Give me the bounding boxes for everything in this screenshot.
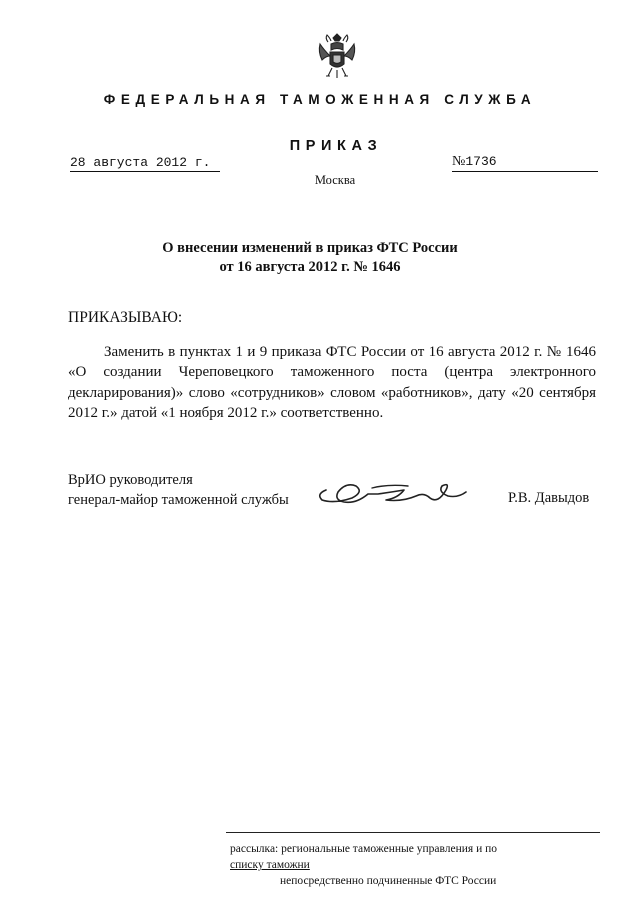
signer-position [68, 470, 289, 510]
distribution-divider [226, 832, 600, 833]
handwritten-signature [312, 472, 472, 512]
subject-line: О внесении изменений в приказ ФТС России [162, 240, 458, 256]
coat-of-arms-emblem [316, 32, 358, 80]
order-date: 28 августа 2012 г. [70, 155, 220, 172]
subject-line: от 16 августа 2012 г. № 1646 [219, 259, 401, 275]
distribution-line: непосредственно подчиненные ФТС России [280, 875, 497, 887]
distribution-line [230, 841, 600, 873]
signer-position-line: генерал-майор таможенной службы [68, 492, 289, 508]
number-sign: № [452, 154, 466, 169]
agency-name: ФЕДЕРАЛЬНАЯ ТАМОЖЕННАЯ СЛУЖБА [103, 92, 537, 107]
distribution-text: рассылка: региональные таможенные управления и по [230, 843, 498, 855]
distribution-underlined-text: списку таможни [230, 859, 310, 871]
signer-name: Р.В. Давыдов [508, 490, 590, 506]
order-body-paragraph: Заменить в пунктах 1 и 9 приказа ФТС России от 16 августа 2012 г. № 1646 «О создании Череповецкого таможенного поста (центра электронного декларирования)» слово «сотрудников» словом «работников», дату «20 сентября 2012 г.» датой «1 ноября 2012 г.» соответственно. [68, 344, 596, 421]
signer-position-line: ВрИО руководителя [68, 472, 193, 488]
number-value: 1736 [465, 154, 497, 169]
order-subject [0, 239, 620, 277]
document-type-title: ПРИКАЗ [289, 138, 383, 154]
issue-city: Москва [314, 173, 356, 187]
directive-heading: ПРИКАЗЫВАЮ: [68, 309, 183, 326]
order-number [452, 154, 598, 172]
distribution-list [230, 841, 600, 889]
